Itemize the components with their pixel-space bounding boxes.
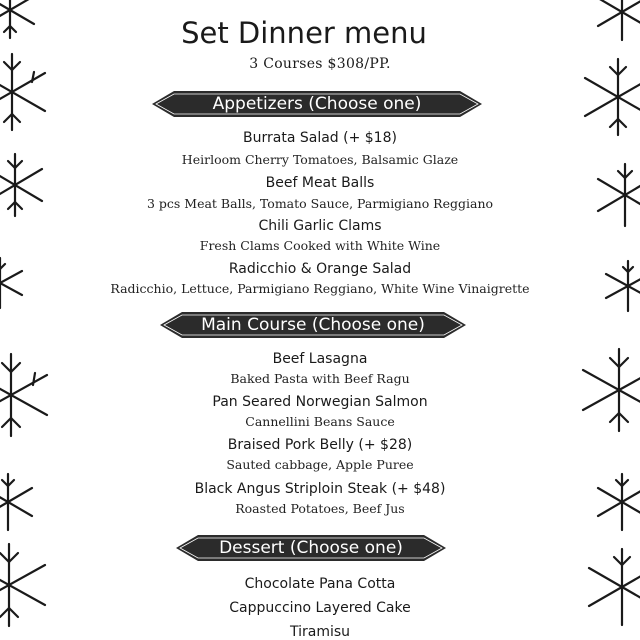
dish-name: Chocolate Pana Cotta (244, 576, 396, 592)
dish-description: Radicchio, Lettuce, Parmigiano Reggiano, White Wine Vinaigrette (110, 281, 530, 296)
section-heading: Appetizers (Choose one) (212, 94, 422, 114)
dish-description: Fresh Clams Cooked with White Wine (199, 238, 441, 253)
section-banner-main-course (160, 311, 466, 339)
section-banner-dessert (176, 534, 446, 562)
dish-name: Braised Pork Belly (+ $28) (227, 437, 413, 453)
dish-description: Cannellini Beans Sauce (245, 414, 395, 429)
dish-name: Chili Garlic Clams (258, 218, 382, 234)
menu-price: 3 Courses $308/PP. (249, 56, 391, 72)
dish-name: Burrata Salad (+ $18) (243, 130, 397, 146)
dish-description: Sauted cabbage, Apple Puree (226, 457, 414, 472)
dish-description: Baked Pasta with Beef Ragu (230, 371, 410, 386)
dish-name: Tiramisu (289, 624, 351, 640)
dish-name: Pan Seared Norwegian Salmon (212, 394, 428, 410)
dish-description: Heirloom Cherry Tomatoes, Balsamic Glaze (181, 152, 459, 167)
dish-name: Beef Meat Balls (265, 175, 375, 191)
menu-title: Set Dinner menu (181, 16, 427, 50)
dish-description: Roasted Potatoes, Beef Jus (235, 501, 405, 516)
dish-name: Beef Lasagna (272, 351, 368, 367)
dish-name: Cappuccino Layered Cake (229, 600, 411, 616)
section-heading: Dessert (Choose one) (219, 538, 403, 558)
dish-name: Radicchio & Orange Salad (228, 261, 412, 277)
section-banner-appetizers (152, 90, 482, 118)
dish-description: 3 pcs Meat Balls, Tomato Sauce, Parmigiano Reggiano (146, 196, 494, 211)
section-heading: Main Course (Choose one) (201, 315, 425, 335)
dish-name: Black Angus Striploin Steak (+ $48) (194, 481, 446, 497)
